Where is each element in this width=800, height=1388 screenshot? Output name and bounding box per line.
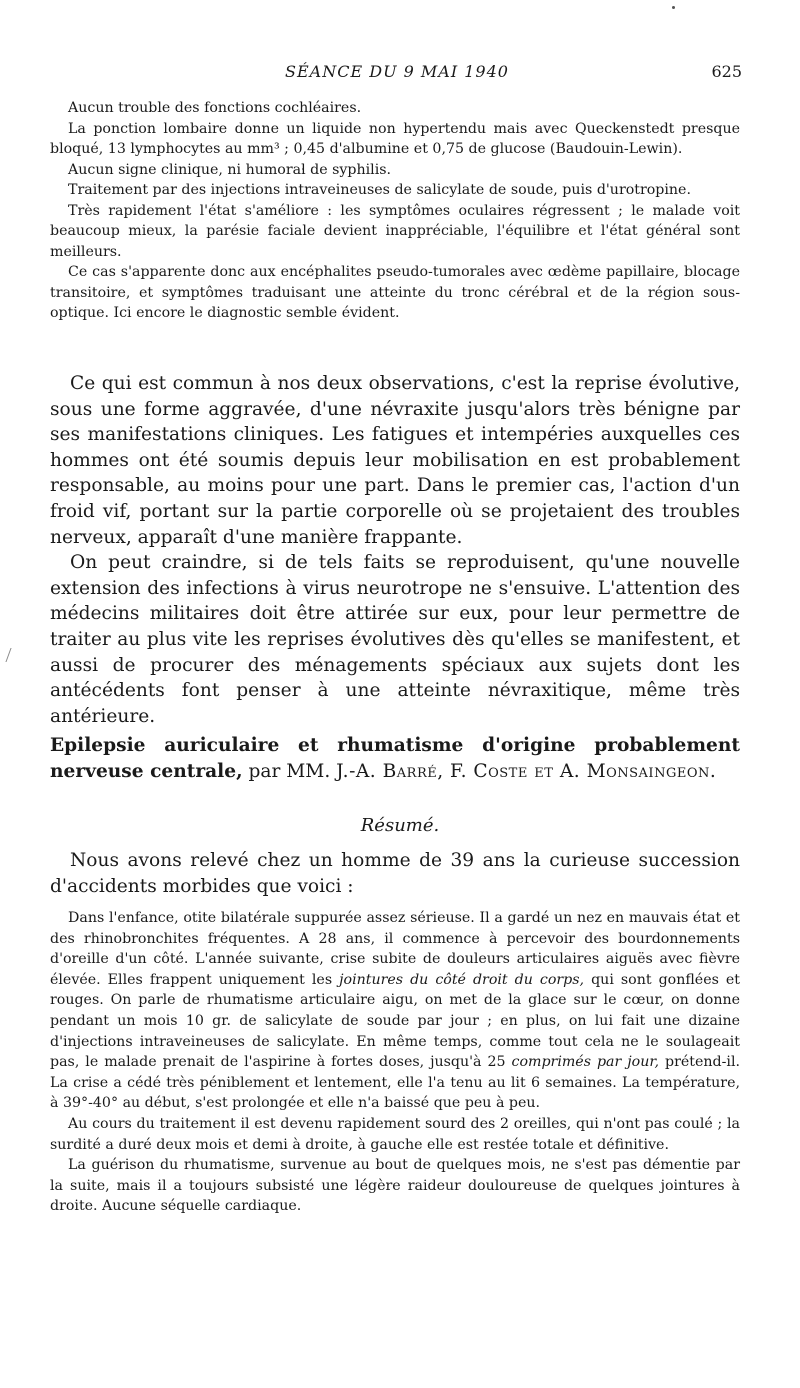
paragraph: On peut craindre, si de tels faits se reproduisent, qu'une nouvelle extension des infections à virus neurotrope ne s'ensuive. L'attention des médecins militaires doit être attirée sur eux, pour leur permettre de traiter au plus vite les reprises évolutives dès qu'elles se manifestent, et aussi de procurer des ménagements spéciaux aux sujets dont les antécédents font penser à une atteinte névraxitique, même très antérieure. (50, 552, 740, 727)
article-title: Epilepsie auriculaire et rhumatisme d'origine probablement nerveuse centrale, (50, 735, 740, 782)
article-authors: J.-A. Barré, F. Coste et A. Monsaingeon. (336, 761, 717, 782)
second-case-text (50, 908, 740, 1217)
paragraph: Au cours du traitement il est devenu rapidement sourd des 2 oreilles, qui n'ont pas coulé ; la surdité a duré deux mois et demi à droite, à gauche elle est restée totale et définitive. (50, 1115, 740, 1153)
paragraph: Aucun trouble des fonctions cochléaires. (68, 100, 362, 116)
margin-pencil-mark (5, 648, 19, 662)
page-header (52, 62, 742, 84)
discussion-text (50, 371, 740, 729)
paragraph: Ce cas s'apparente donc aux encéphalites pseudo-tumorales avec œdème papillaire, blocage transitoire, et symptômes traduisant une atteinte du tronc cérébral et de la région sous-optique. Ici encore le diagnostic semble évident. (50, 264, 740, 321)
paragraph: Aucun signe clinique, ni humoral de syphilis. (68, 161, 392, 178)
paragraph: Nous avons relevé chez un homme de 39 ans la curieuse succession d'accidents morbides que voici : (50, 850, 740, 897)
running-title: SÉANCE DU 9 MAI 1940 (285, 62, 509, 81)
emphasis: jointures du côté droit du corps, (339, 971, 585, 988)
page-number: 625 (711, 62, 742, 81)
page-speck (672, 6, 675, 9)
text-run: prétend-il. La crise a cédé très péniblement et lentement, elle l'a tenu au lit 6 semaines. La température, à 39°-40° au début, s'est prolongée et elle n'a baissé que peu à peu. (50, 1054, 741, 1112)
paragraph: La guérison du rhumatisme, survenue au bout de quelques mois, ne s'est pas démentie par la suite, mais il a toujours subsisté une légère raideur douloureuse de quelques jointures à droite. Aucune séquelle cardiaque. (50, 1157, 740, 1215)
article-byline-prefix: par MM. (248, 761, 331, 782)
text-run: qui sont gonflées et rouges. On parle de rhumatisme articulaire aigu, on met de la glace sur le cœur, on donne pendant un mois 10 gr. de salicylate de soude par jour ; en plus, on lui fait une dizaine d'injections intraveineuses de salicylate. En même temps, comme tout cela ne le soulageait pas, le malade prenait de l'aspirine à fortes doses, jusqu'à 25 (50, 971, 741, 1071)
paragraph: Traitement par des injections intraveineuses de salicylate de soude, puis d'urotropine. (68, 182, 691, 198)
paragraph: Ce qui est commun à nos deux observations, c'est la reprise évolutive, sous une forme aggravée, d'une névraxite jusqu'alors très bénigne par ses manifestations cliniques. Les fatigues et intempéries auxquelles ces hommes ont été soumis depuis leur mobilisation en est probablement responsable, au moins pour une part. Dans le premier cas, l'action d'un froid vif, portant sur la partie corporelle où se projetaient des troubles nerveux, apparaît d'une manière frappante. (50, 373, 740, 548)
paragraph: Très rapidement l'état s'améliore : les symptômes oculaires régressent ; le malade voit beaucoup mieux, la parésie faciale devient inappréciable, l'équilibre et l'état général sont meilleurs. (50, 202, 740, 260)
article-heading (50, 733, 740, 785)
paragraph: La ponction lombaire donne un liquide non hypertendu mais avec Queckenstedt presque bloqué, 13 lymphocytes au mm³ ; 0,45 d'albumine et 0,75 de glucose (Baudouin-Lewin). (50, 120, 740, 157)
intro-text (50, 848, 740, 900)
first-case-text (50, 98, 740, 324)
paragraph (50, 908, 740, 1114)
emphasis: comprimés par jour, (511, 1054, 660, 1071)
text-run: Dans l'enfance, otite bilatérale suppurée assez sérieuse. Il a gardé un nez en mauvais état et des rhinobronchites fréquentes. A 28 ans, il commence à percevoir des bourdonnements d'oreille d'un côté. L'année suivante, crise subite de douleurs articulaires aiguës avec fièvre élevée. Elles frappent uniquement les (50, 910, 740, 988)
resume-heading: Résumé. (360, 815, 440, 836)
